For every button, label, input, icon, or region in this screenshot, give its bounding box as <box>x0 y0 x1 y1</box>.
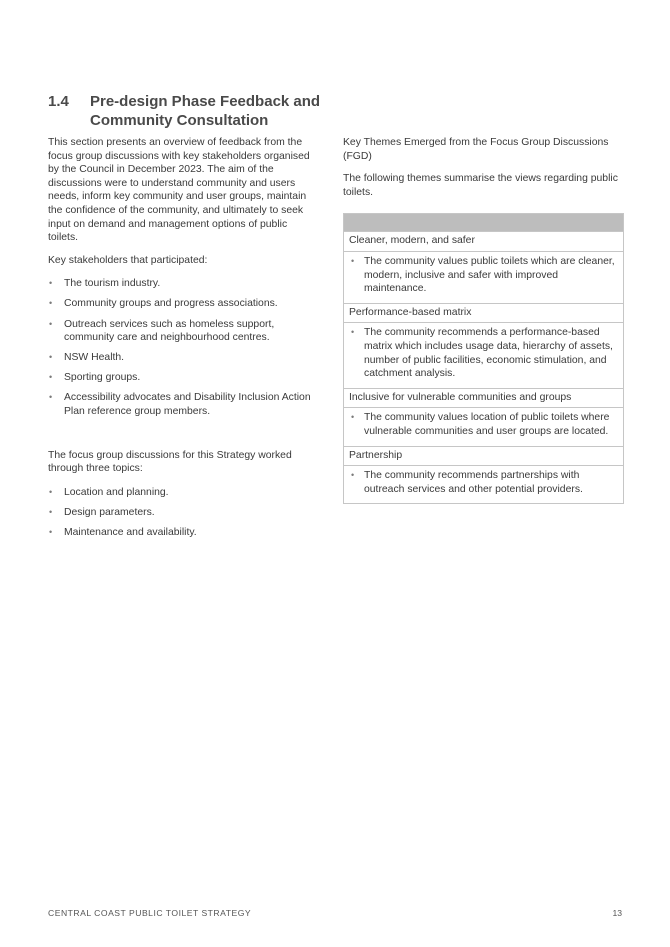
list-item: • Outreach services such as homeless support, community care and neighbourhood centres. <box>49 318 275 344</box>
stakeholders-intro: Key stakeholders that participated: <box>48 254 208 266</box>
list-item: • Location and planning. <box>49 486 169 498</box>
list-item: • The tourism industry. <box>49 278 161 290</box>
left-column <box>48 136 320 546</box>
list-item: • Design parameters. <box>49 506 155 518</box>
bullet-icon: • <box>49 298 53 309</box>
theme-body: • The community recommends a performance-based matrix which includes usage data, hierarchy of assets, number of public facilities, economic stimulation, and catchment analysis. <box>344 322 623 387</box>
stakeholder-list <box>48 277 320 418</box>
bullet-icon: • <box>351 327 355 338</box>
theme-body: • The community values public toilets which are cleaner, modern, inclusive and safer with improved maintenance. <box>344 251 623 303</box>
bullet-icon: • <box>49 526 53 537</box>
bullet-icon: • <box>49 318 53 329</box>
list-item: • Accessibility advocates and Disability Inclusion Action Plan reference group members. <box>49 392 311 417</box>
topics-list <box>48 486 320 540</box>
bullet-icon: • <box>49 278 53 289</box>
themes-subheading: Key Themes Emerged from the Focus Group Discussions (FGD) <box>343 137 609 162</box>
bullet-icon: • <box>49 352 53 363</box>
themes-table <box>343 213 624 504</box>
section-title: Pre-design Phase Feedback and Community Consultation <box>90 93 321 129</box>
list-item: • Community groups and progress associations. <box>49 298 278 310</box>
footer-document-title: CENTRAL COAST PUBLIC TOILET STRATEGY <box>48 908 252 918</box>
theme-title: Partnership <box>344 446 623 466</box>
bullet-icon: • <box>49 506 53 517</box>
intro-paragraph: This section presents an overview of feedback from the focus group discussions with key stakeholders organised by the Council in December 2023. The aim of the discussions were to understand community and users needs, inform key community and user groups, maintain the confidence of the community, and ultimately to seek input on demand and management options of public toilets. <box>48 137 310 244</box>
bullet-icon: • <box>49 372 53 383</box>
bullet-icon: • <box>351 255 355 266</box>
topics-intro: The focus group discussions for this Strategy worked through three topics: <box>48 449 292 475</box>
bullet-icon: • <box>351 470 355 481</box>
list-item: • NSW Health. <box>49 352 125 364</box>
page-number: 13 <box>612 908 622 918</box>
theme-title: Performance-based matrix <box>344 303 623 323</box>
theme-title: Inclusive for vulnerable communities and groups <box>344 388 623 408</box>
bullet-icon: • <box>351 412 355 423</box>
theme-body: • The community recommends partnerships with outreach services and other potential providers. <box>344 465 623 503</box>
list-item: • Sporting groups. <box>49 372 141 384</box>
section-number: 1.4 <box>48 93 69 110</box>
theme-title: Cleaner, modern, and safer <box>344 231 623 251</box>
themes-intro: The following themes summarise the views regarding public toilets. <box>343 173 618 198</box>
bullet-icon: • <box>49 486 53 497</box>
section-heading <box>48 92 338 130</box>
table-header-bar <box>344 214 623 231</box>
bullet-icon: • <box>49 392 53 403</box>
theme-body: • The community values location of public toilets where vulnerable communities and user groups are located. <box>344 407 623 445</box>
right-column <box>343 136 624 504</box>
list-item: • Maintenance and availability. <box>49 526 197 538</box>
